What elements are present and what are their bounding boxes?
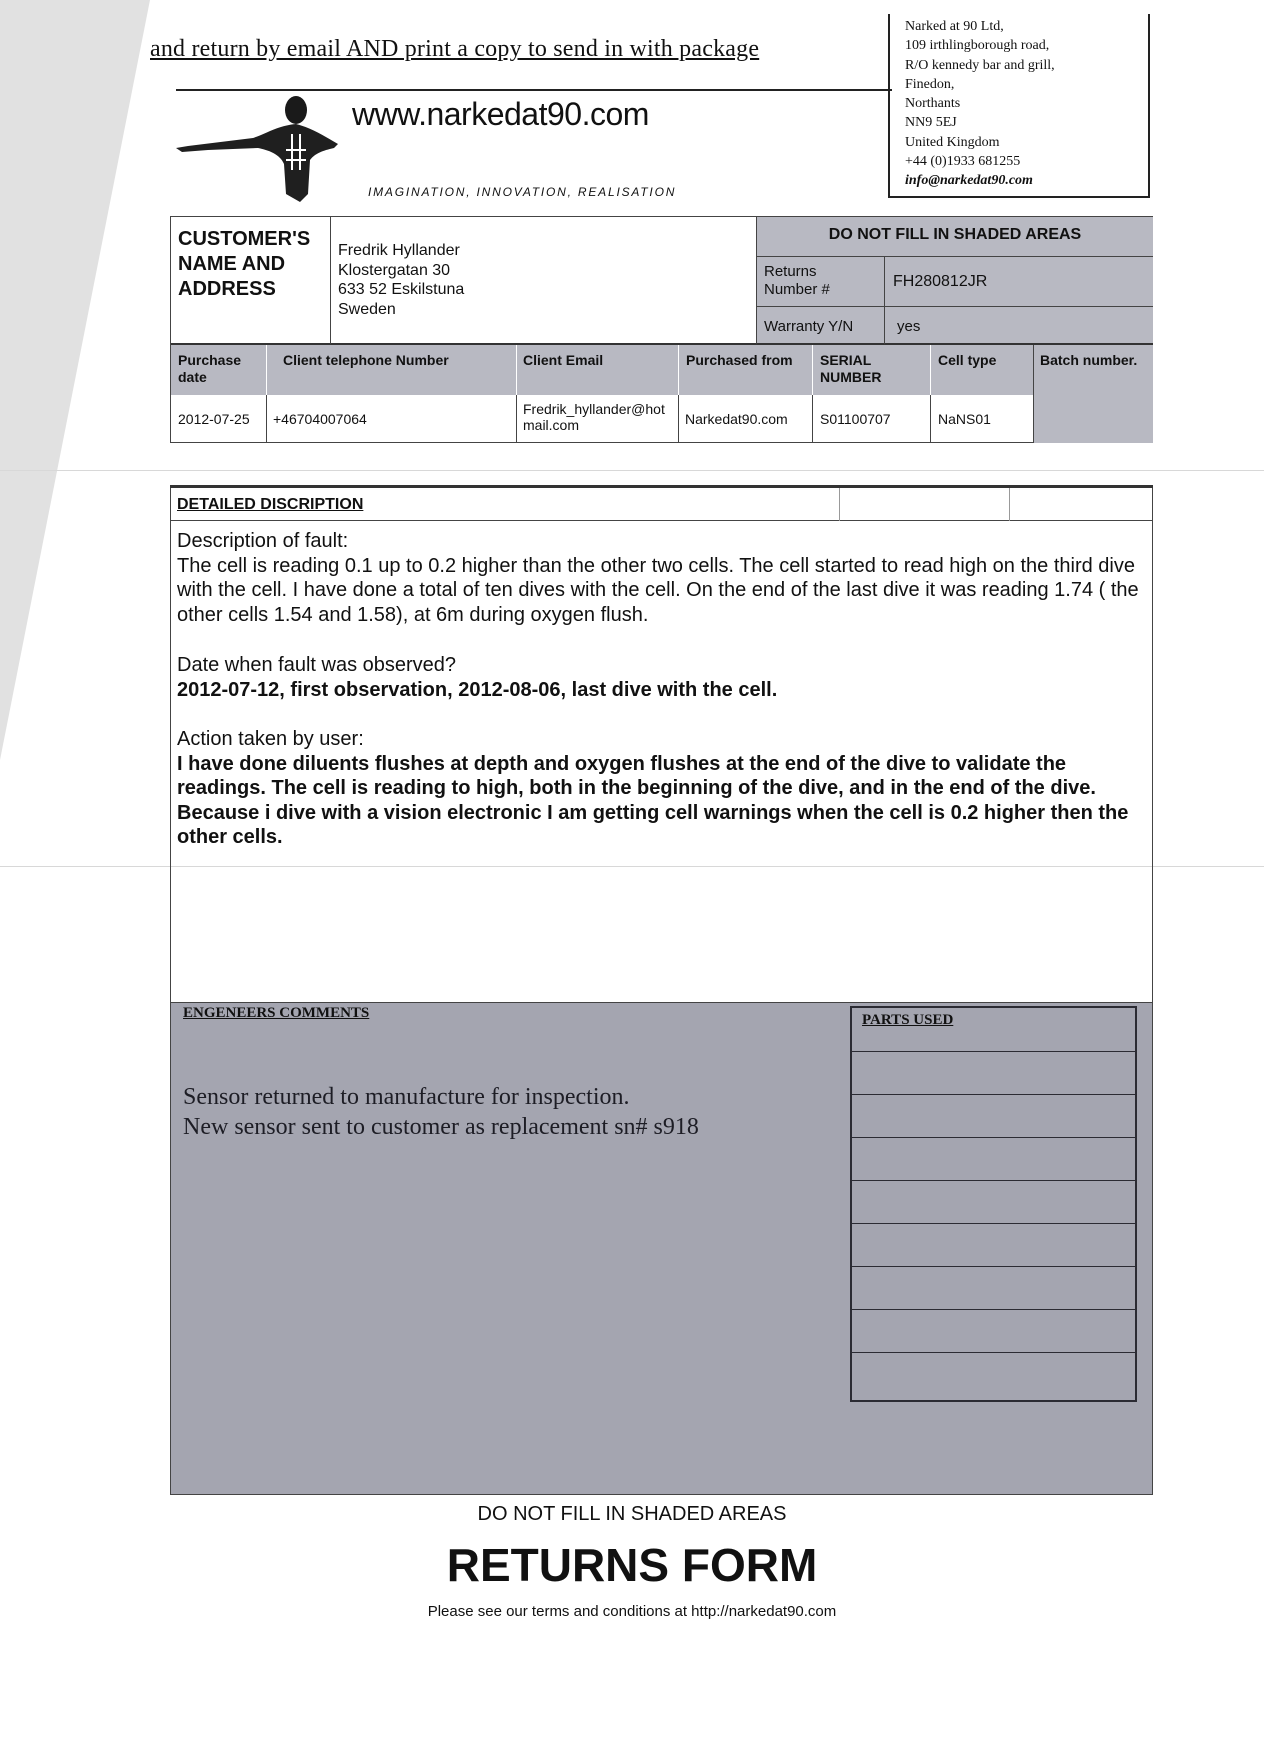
header-text: Cell type [938,352,997,368]
header-email [517,345,679,395]
customer-address-line: 633 52 Eskilstuna [338,281,465,298]
value-text: 2012-07-25 [178,411,250,427]
fault-label: Description of fault: [177,530,349,552]
header-purchased-from [679,345,813,395]
warranty-label-cell [757,307,885,345]
address-line: Northants [905,96,961,112]
value-cell-type [931,395,1034,443]
action-section [177,727,1152,850]
action-text: I have done diluents flushes at depth and oxygen flushes at the end of the dive to validate the readings. The cell is reading to high, both in the beginning of the dive, and in the end of the dive. Because i dive with a vision electronic I am getting cell warnings when the cell is 0.2 higher then the other cells. [177,752,1129,848]
date-label: Date when fault was observed? [177,654,457,676]
website-url: www.narkedat90.com [352,96,649,132]
office-banner-text: DO NOT FILL IN SHADED AREAS [828,226,1082,243]
value-text: +46704007064 [273,411,367,427]
header-rule [176,89,892,91]
form-title: RETURNS FORM [446,1539,818,1591]
address-line: Finedon, [905,76,955,92]
header-text: Batch number. [1040,352,1138,368]
address-line: +44 (0)1933 681255 [905,154,1021,170]
fold-line [0,470,1264,471]
description-header-bar [170,485,1153,521]
header-purchase-date [171,345,267,395]
value-text: S01100707 [820,411,891,427]
company-address [888,14,1150,198]
header-batch [1034,345,1153,395]
value-email [517,395,679,443]
engineers-comment-2: New sensor sent to customer as replacement sn# s918 [183,1114,699,1140]
returns-number: FH280812JR [893,273,988,290]
customer-address-line: Sweden [338,300,396,318]
value-telephone [267,395,517,443]
parts-row-line [852,1223,1135,1224]
engineers-heading: ENGENEERS COMMENTS [183,1005,370,1021]
returns-number-cell [885,257,1153,307]
company-email[interactable]: info@narkedat90.com [905,173,1033,189]
header-text: SERIAL NUMBER [820,352,882,385]
address-line: R/O kennedy bar and grill, [905,57,1055,73]
value-purchased-from [679,395,813,443]
customer-label-cell [171,217,331,345]
date-text: 2012-07-12, first observation, 2012-08-06, last dive with the cell. [177,678,778,701]
address-line: Narked at 90 Ltd, [905,19,1004,34]
parts-row-line [852,1051,1135,1052]
value-text: NaNS01 [938,411,991,427]
header-cell-type [931,345,1034,395]
returns-label-cell [757,257,885,307]
value-purchase-date [171,395,267,443]
parts-row-line [852,1137,1135,1138]
parts-used-heading: PARTS USED [862,1012,954,1028]
top-instruction: and return by email AND print a copy to send in with package [150,36,760,62]
returns-label: Returns Number # [764,263,830,298]
value-text: Fredrik_hyllander@hotmail.com [523,401,665,433]
parts-used-box [850,1006,1137,1402]
engineers-comment-1: Sensor returned to manufacture for inspection. [183,1084,630,1110]
fault-text: The cell is reading 0.1 up to 0.2 higher than the other two cells. The cell started to read high on the third dive with the cell. I have done a total of ten dives with the cell. On the end of the last dive it was reading 1.74 ( the other cells 1.54 and 1.58), at 6m during oxygen flush. [177,554,1139,626]
value-text: Narkedat90.com [685,411,788,427]
action-label: Action taken by user: [177,728,364,750]
header-text: Purchase date [178,352,242,385]
parts-row-line [852,1094,1135,1095]
parts-row-line [852,1352,1135,1353]
scan-fold-shadow [0,0,150,760]
tagline: IMAGINATION, INNOVATION, REALISATION [368,185,677,199]
header-serial [813,345,931,395]
customer-table [170,216,1153,443]
customer-address-line: Klostergatan 30 [338,261,451,279]
header-text: Client Email [523,352,604,368]
parts-row-line [852,1180,1135,1181]
warranty-value: yes [897,318,921,335]
shaded-areas-note: DO NOT FILL IN SHADED AREAS [477,1503,787,1525]
fault-section [177,529,1152,627]
address-line: United Kingdom [905,134,1000,150]
customer-label: CUSTOMER'S NAME AND ADDRESS [178,228,311,300]
value-serial [813,395,931,443]
description-heading-cell [170,488,840,521]
description-heading: DETAILED DISCRIPTION [177,496,364,513]
value-batch [1034,395,1153,443]
header-telephone [267,345,517,395]
customer-address-line: Fredrik Hyllander [338,242,460,259]
terms-link-text[interactable]: Please see our terms and conditions at http://narkedat90.com [427,1603,837,1620]
parts-row-line [852,1309,1135,1310]
date-section [177,653,1152,702]
office-banner [757,217,1153,257]
customer-address-cell [331,217,757,345]
logo-figure-icon [168,94,338,206]
address-line: NN9 5EJ [905,115,957,131]
warranty-value-cell [885,307,1153,345]
header-text: Client telephone Number [283,352,449,368]
parts-row-line [852,1266,1135,1267]
warranty-label: Warranty Y/N [764,318,854,335]
header-text: Purchased from [686,352,793,368]
address-line: 109 irthlingborough road, [905,38,1050,54]
description-header-spacer [840,488,1010,521]
